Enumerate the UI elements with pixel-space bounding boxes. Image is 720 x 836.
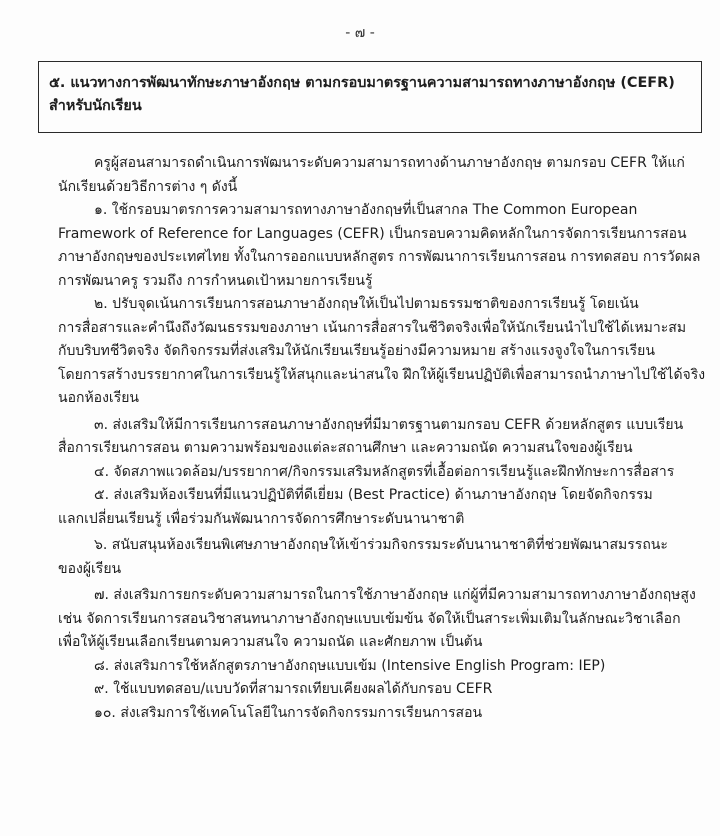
list-item-9: [58, 678, 708, 702]
item-1-line-1: ๑. ใช้กรอบมาตรการความสามารถทางภาษาอังกฤษที่เป็นสากล The Common European: [94, 202, 638, 218]
item-2-line-5: นอกห้องเรียน: [58, 390, 140, 406]
list-item-10: [58, 702, 708, 726]
item-7-line-3: เพื่อให้ผู้เรียนเลือกเรียนตามความสนใจ ความถนัด และศักยภาพ เป็นต้น: [58, 634, 483, 650]
item-2-line-1: ๒. ปรับจุดเน้นการเรียนการสอนภาษาอังกฤษให้เป็นไปตามธรรมชาติของการเรียนรู้ โดยเน้น: [94, 296, 639, 312]
item-5-line-1: ๕. ส่งเสริมห้องเรียนที่มีแนวปฏิบัติที่ดีเยี่ยม (Best Practice) ด้านภาษาอังกฤษ โดยจัดกิจกรรม: [94, 487, 653, 503]
item-3-line-1: ๓. ส่งเสริมให้มีการเรียนการสอนภาษาอังกฤษที่มีมาตรฐานตามกรอบ CEFR ด้วยหลักสูตร แบบเรียน: [94, 416, 684, 433]
item-1-line-4: การพัฒนาครู รวมถึง การกำหนดเป้าหมายการเรียนรู้: [58, 272, 373, 289]
item-1-line-2: Framework of Reference for Languages (CEFR) เป็นกรอบความคิดหลักในการจัดการเรียนการสอน: [58, 225, 687, 242]
list-item-8: [58, 655, 708, 679]
body-text: [58, 152, 708, 725]
item-2-line-3: กับบริบทชีวิตจริง จัดกิจกรรมที่ส่งเสริมให้นักเรียนเรียนรู้อย่างมีความหมาย สร้างแรงจูงใจในการเรียน: [58, 343, 655, 359]
item-2-line-4: โดยการสร้างบรรยากาศในการเรียนรู้ให้สนุกและน่าสนใจ ฝึกให้ผู้เรียนปฏิบัติเพื่อสามารถนำภาษาไปใช้ได้จริง: [58, 366, 706, 383]
item-5-line-2: แลกเปลี่ยนเรียนรู้ เพื่อร่วมกันพัฒนาการจัดการศึกษาระดับนานาชาติ: [58, 510, 465, 527]
intro-paragraph: [58, 152, 708, 199]
item-2-line-2: การสื่อสารและคำนึงถึงวัฒนธรรมของภาษา เน้นการสื่อสารในชีวิตจริงเพื่อให้นักเรียนนำไปใช้ได้เหมาะสม: [58, 319, 687, 336]
list-item-7: [58, 584, 708, 655]
item-4-line-1: ๔. จัดสภาพแวดล้อม/บรรยากาศ/กิจกรรมเสริมหลักสูตรที่เอื้อต่อการเรียนรู้และฝึกทักษะการสื่อสาร: [94, 463, 675, 480]
item-10-line-1: ๑๐. ส่งเสริมการใช้เทคโนโลยีในการจัดกิจกรรมการเรียนการสอน: [94, 704, 483, 721]
section-heading-line-2: สำหรับนักเรียน: [49, 98, 142, 114]
list-item-5: [58, 484, 708, 531]
item-7-line-2: เช่น จัดการเรียนการสอนวิชาสนทนาภาษาอังกฤษแบบเข้มข้น จัดให้เป็นสาระเพิ่มเติมในลักษณะวิชาเลือก: [58, 610, 681, 627]
intro-line-1: ครูผู้สอนสามารถดำเนินการพัฒนาระดับความสามารถทางด้านภาษาอังกฤษ ตามกรอบ CEFR ให้แก่: [94, 155, 685, 171]
page-number: - ๗ -: [345, 25, 375, 41]
list-item-4: [58, 461, 708, 485]
item-6-line-2: ของผู้เรียน: [58, 560, 122, 577]
list-item-1: [58, 199, 708, 293]
item-9-line-1: ๙. ใช้แบบทดสอบ/แบบวัดที่สามารถเทียบเคียงผลได้กับกรอบ CEFR: [94, 681, 493, 697]
item-8-line-1: ๘. ส่งเสริมการใช้หลักสูตรภาษาอังกฤษแบบเข้ม (Intensive English Program: IEP): [94, 657, 606, 674]
section-heading-box: [38, 61, 702, 133]
item-1-line-3: ภาษาอังกฤษของประเทศไทย ทั้งในการออกแบบหลักสูตร การพัฒนาการเรียนการสอน การทดสอบ การวัดผล: [58, 249, 701, 265]
section-heading-line-1: ๕. แนวทางการพัฒนาทักษะภาษาอังกฤษ ตามกรอบมาตรฐานความสามารถทางภาษาอังกฤษ (CEFR): [49, 75, 675, 91]
list-item-3: [58, 414, 708, 461]
list-item-2: [58, 293, 708, 411]
list-item-6: [58, 534, 708, 581]
item-3-line-2: สื่อการเรียนการสอน ตามความพร้อมของแต่ละสถานศึกษา และความถนัด ความสนใจของผู้เรียน: [58, 440, 633, 456]
item-6-line-1: ๖. สนับสนุนห้องเรียนพิเศษภาษาอังกฤษให้เข้าร่วมกิจกรรมระดับนานาชาติที่ช่วยพัฒนาสมรรถนะ: [94, 537, 668, 553]
item-7-line-1: ๗. ส่งเสริมการยกระดับความสามารถในการใช้ภาษาอังกฤษ แก่ผู้ที่มีความสามารถทางภาษาอังกฤษสูง: [94, 587, 696, 603]
intro-line-2: นักเรียนด้วยวิธีการต่าง ๆ ดังนี้: [58, 178, 238, 195]
